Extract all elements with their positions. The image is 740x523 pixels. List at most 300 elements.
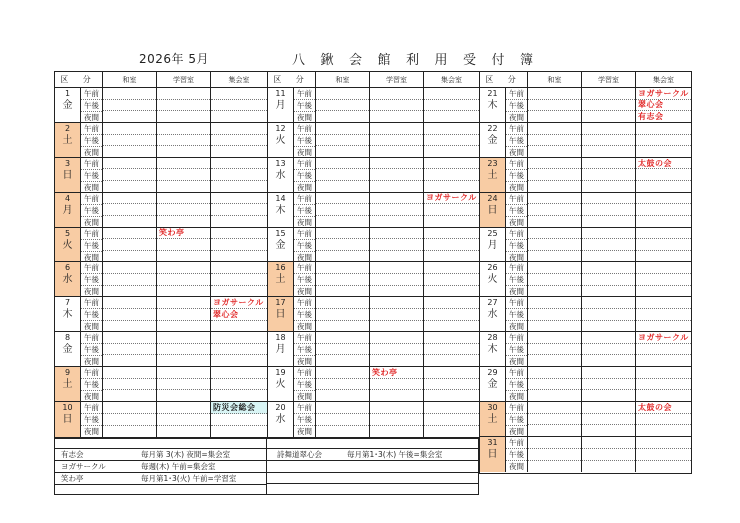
booking-cell[interactable]: [370, 111, 423, 122]
booking-cell[interactable]: [370, 390, 423, 401]
booking-cell[interactable]: [528, 286, 581, 297]
booking-cell[interactable]: [370, 216, 423, 227]
booking-cell[interactable]: [157, 100, 210, 112]
booking-cell[interactable]: [636, 146, 691, 157]
booking-cell[interactable]: [582, 262, 635, 274]
booking-cell[interactable]: [528, 111, 581, 122]
booking-cell[interactable]: [211, 228, 267, 240]
booking-cell[interactable]: [316, 426, 369, 437]
booking-cell[interactable]: [316, 181, 369, 192]
booking-cell[interactable]: [528, 437, 581, 449]
booking-cell[interactable]: [582, 239, 635, 251]
booking-cell[interactable]: [103, 390, 156, 401]
booking-cell[interactable]: 翠心会: [211, 309, 267, 321]
booking-cell[interactable]: [424, 88, 479, 100]
booking-cell[interactable]: [103, 262, 156, 274]
booking-cell[interactable]: [370, 286, 423, 297]
booking-cell[interactable]: [424, 146, 479, 157]
booking-cell[interactable]: [528, 355, 581, 366]
booking-cell[interactable]: [636, 449, 691, 461]
room-gakushushitsu: [370, 332, 424, 366]
booking-cell[interactable]: [370, 344, 423, 356]
booking-cell[interactable]: [528, 390, 581, 401]
booking-cell[interactable]: [582, 204, 635, 216]
booking-cell[interactable]: 笑わ亭: [157, 228, 210, 240]
booking-cell[interactable]: [582, 251, 635, 262]
booking-cell[interactable]: [370, 274, 423, 286]
booking-cell[interactable]: [211, 100, 267, 112]
booking-cell[interactable]: 笑わ亭: [370, 367, 423, 379]
booking-cell[interactable]: [157, 169, 210, 181]
booking-cell[interactable]: [636, 274, 691, 286]
booking-cell[interactable]: [211, 158, 267, 170]
booking-cell[interactable]: [424, 321, 479, 332]
booking-cell[interactable]: [103, 426, 156, 437]
booking-cell[interactable]: [103, 135, 156, 147]
booking-cell[interactable]: [424, 344, 479, 356]
booking-cell[interactable]: [636, 297, 691, 309]
booking-cell[interactable]: [157, 355, 210, 366]
booking-cell[interactable]: [370, 146, 423, 157]
booking-cell[interactable]: [582, 402, 635, 414]
booking-cell[interactable]: [582, 274, 635, 286]
slot-label: 午後: [81, 205, 102, 217]
booking-cell[interactable]: [636, 379, 691, 391]
booking-cell[interactable]: [424, 123, 479, 135]
booking-cell[interactable]: [424, 169, 479, 181]
booking-cell[interactable]: [157, 309, 210, 321]
booking-cell[interactable]: [636, 344, 691, 356]
booking-cell[interactable]: [424, 332, 479, 344]
booking-cell[interactable]: [370, 204, 423, 216]
booking-cell[interactable]: [636, 286, 691, 297]
booking-cell[interactable]: [103, 309, 156, 321]
booking-cell[interactable]: [528, 181, 581, 192]
booking-cell[interactable]: [157, 216, 210, 227]
booking-cell[interactable]: [211, 286, 267, 297]
booking-cell[interactable]: [103, 239, 156, 251]
booking-cell[interactable]: [316, 262, 369, 274]
booking-cell[interactable]: [157, 193, 210, 205]
booking-cell[interactable]: [316, 309, 369, 321]
booking-cell[interactable]: [316, 204, 369, 216]
booking-cell[interactable]: [157, 239, 210, 251]
booking-cell[interactable]: [157, 344, 210, 356]
booking-cell[interactable]: [528, 216, 581, 227]
booking-cell[interactable]: [370, 414, 423, 426]
booking-cell[interactable]: [582, 123, 635, 135]
booking-cell[interactable]: [636, 181, 691, 192]
booking-cell[interactable]: [582, 146, 635, 157]
booking-cell[interactable]: [424, 426, 479, 437]
booking-cell[interactable]: [103, 181, 156, 192]
booking-cell[interactable]: [370, 402, 423, 414]
booking-cell[interactable]: [103, 297, 156, 309]
booking-cell[interactable]: [528, 204, 581, 216]
booking-cell[interactable]: [370, 251, 423, 262]
room-gakushushitsu: [157, 297, 211, 331]
booking-cell[interactable]: [316, 111, 369, 122]
weekday: 火: [62, 239, 73, 251]
header-kubun: 区 分: [268, 72, 316, 87]
booking-cell[interactable]: [636, 461, 691, 472]
booking-cell[interactable]: [528, 135, 581, 147]
booking-cell[interactable]: [370, 193, 423, 205]
booking-cell[interactable]: [528, 414, 581, 426]
booking-cell[interactable]: [636, 437, 691, 449]
booking-cell[interactable]: [424, 216, 479, 227]
booking-cell[interactable]: [424, 100, 479, 112]
booking-cell[interactable]: [157, 111, 210, 122]
booking-cell[interactable]: [370, 228, 423, 240]
booking-cell[interactable]: [211, 426, 267, 437]
booking-cell[interactable]: [424, 402, 479, 414]
booking-cell[interactable]: [103, 216, 156, 227]
slot-label: 午前: [81, 402, 102, 414]
booking-cell[interactable]: [528, 274, 581, 286]
booking-cell[interactable]: [316, 216, 369, 227]
booking-cell[interactable]: [582, 437, 635, 449]
booking-cell[interactable]: [316, 367, 369, 379]
booking-cell[interactable]: [528, 239, 581, 251]
booking-cell[interactable]: [528, 228, 581, 240]
booking-cell[interactable]: [103, 146, 156, 157]
booking-cell[interactable]: [582, 158, 635, 170]
booking-cell[interactable]: [636, 321, 691, 332]
booking-cell[interactable]: [424, 274, 479, 286]
booking-cell[interactable]: [636, 425, 691, 436]
booking-cell[interactable]: [103, 402, 156, 414]
booking-cell[interactable]: [370, 181, 423, 192]
booking-cell[interactable]: [528, 88, 581, 100]
date-cell: [480, 332, 506, 366]
booking-cell[interactable]: [636, 367, 691, 379]
booking-cell[interactable]: [370, 355, 423, 366]
booking-cell[interactable]: [528, 123, 581, 135]
booking-cell[interactable]: [316, 321, 369, 332]
booking-cell[interactable]: [528, 100, 581, 112]
booking-cell[interactable]: [636, 262, 691, 274]
booking-cell[interactable]: [370, 100, 423, 112]
booking-cell[interactable]: [582, 216, 635, 227]
booking-cell[interactable]: [370, 309, 423, 321]
booking-cell[interactable]: [157, 146, 210, 157]
booking-cell[interactable]: [528, 146, 581, 157]
booking-cell[interactable]: [157, 414, 210, 426]
booking-cell[interactable]: [316, 274, 369, 286]
booking-cell[interactable]: ヨガサークル: [636, 332, 691, 344]
booking-cell[interactable]: [636, 123, 691, 135]
booking-cell[interactable]: [424, 204, 479, 216]
booking-cell[interactable]: [528, 297, 581, 309]
booking-cell[interactable]: [424, 111, 479, 122]
booking-cell[interactable]: [211, 146, 267, 157]
booking-cell[interactable]: [211, 414, 267, 426]
booking-cell[interactable]: [316, 297, 369, 309]
booking-cell[interactable]: [211, 332, 267, 344]
booking-cell[interactable]: [370, 88, 423, 100]
booking-cell[interactable]: [316, 88, 369, 100]
booking-cell[interactable]: [582, 297, 635, 309]
booking-cell[interactable]: [582, 461, 635, 472]
booking-cell[interactable]: [316, 239, 369, 251]
booking-cell[interactable]: [582, 169, 635, 181]
booking-cell[interactable]: [211, 239, 267, 251]
booking-cell[interactable]: [157, 158, 210, 170]
booking-cell[interactable]: [211, 379, 267, 391]
booking-cell[interactable]: 太鼓の会: [636, 402, 691, 414]
booking-cell[interactable]: [103, 193, 156, 205]
booking-cell[interactable]: [157, 426, 210, 437]
booking-cell[interactable]: [316, 332, 369, 344]
booking-cell[interactable]: [582, 111, 635, 122]
booking-cell[interactable]: [528, 449, 581, 461]
booking-cell[interactable]: [211, 321, 267, 332]
booking-cell[interactable]: [316, 286, 369, 297]
time-slots: [294, 262, 316, 296]
booking-cell[interactable]: [211, 251, 267, 262]
booking-cell[interactable]: [211, 390, 267, 401]
booking-cell[interactable]: [157, 367, 210, 379]
booking-cell[interactable]: [424, 390, 479, 401]
booking-cell[interactable]: [103, 414, 156, 426]
booking-cell[interactable]: [528, 402, 581, 414]
header-gakushushitsu: 学習室: [370, 72, 424, 87]
booking-cell[interactable]: [582, 344, 635, 356]
booking-cell[interactable]: [103, 204, 156, 216]
booking-cell[interactable]: [316, 228, 369, 240]
booking-cell[interactable]: [636, 169, 691, 181]
booking-cell[interactable]: [424, 181, 479, 192]
booking-cell[interactable]: [528, 367, 581, 379]
booking-cell[interactable]: [211, 88, 267, 100]
booking-cell[interactable]: [157, 274, 210, 286]
booking-cell[interactable]: [582, 367, 635, 379]
booking-cell[interactable]: [103, 88, 156, 100]
booking-cell[interactable]: [582, 100, 635, 112]
slot-label: 午後: [294, 240, 315, 252]
booking-cell[interactable]: [424, 414, 479, 426]
booking-cell[interactable]: [582, 309, 635, 321]
booking-cell[interactable]: [424, 367, 479, 379]
booking-cell[interactable]: [211, 355, 267, 366]
booking-cell[interactable]: 翠心会: [636, 100, 691, 112]
booking-cell[interactable]: [103, 251, 156, 262]
booking-cell[interactable]: [211, 216, 267, 227]
booking-cell[interactable]: [370, 158, 423, 170]
booking-cell[interactable]: [103, 274, 156, 286]
day-row: [55, 123, 267, 158]
booking-cell[interactable]: [370, 332, 423, 344]
room-washitsu: [528, 402, 582, 436]
booking-cell[interactable]: [636, 216, 691, 227]
booking-cell[interactable]: [528, 379, 581, 391]
booking-cell[interactable]: [157, 321, 210, 332]
booking-cell[interactable]: [636, 414, 691, 426]
booking-cell[interactable]: [316, 123, 369, 135]
notes-left-column: [55, 438, 267, 494]
booking-cell[interactable]: [582, 332, 635, 344]
booking-cell[interactable]: [157, 390, 210, 401]
booking-cell[interactable]: [636, 239, 691, 251]
booking-cell[interactable]: [211, 123, 267, 135]
booking-cell[interactable]: [528, 332, 581, 344]
booking-cell[interactable]: ヨガサークル: [424, 193, 479, 205]
booking-cell[interactable]: [211, 181, 267, 192]
booking-cell[interactable]: [582, 135, 635, 147]
booking-cell[interactable]: 有志会: [638, 112, 664, 122]
booking-cell[interactable]: [103, 100, 156, 112]
booking-cell[interactable]: [424, 286, 479, 297]
booking-cell[interactable]: [157, 402, 210, 414]
time-slots: [81, 367, 103, 401]
booking-cell[interactable]: [370, 239, 423, 251]
booking-cell[interactable]: [103, 367, 156, 379]
booking-cell[interactable]: [528, 425, 581, 436]
booking-cell[interactable]: [582, 355, 635, 366]
booking-cell[interactable]: [316, 379, 369, 391]
booking-cell[interactable]: [103, 111, 156, 122]
booking-cell[interactable]: [636, 309, 691, 321]
booking-cell[interactable]: [582, 414, 635, 426]
booking-cell[interactable]: [316, 355, 369, 366]
booking-cell[interactable]: [316, 390, 369, 401]
room-washitsu: [528, 123, 582, 157]
booking-cell[interactable]: [316, 135, 369, 147]
booking-cell[interactable]: [370, 297, 423, 309]
booking-cell[interactable]: [103, 379, 156, 391]
booking-cell[interactable]: [424, 262, 479, 274]
booking-cell[interactable]: [316, 169, 369, 181]
booking-cell[interactable]: 防災会総会: [211, 402, 267, 414]
booking-cell[interactable]: [157, 123, 210, 135]
booking-cell[interactable]: [103, 321, 156, 332]
booking-cell[interactable]: [316, 100, 369, 112]
booking-cell[interactable]: [211, 367, 267, 379]
booking-cell[interactable]: [528, 309, 581, 321]
booking-cell[interactable]: [636, 251, 691, 262]
booking-cell[interactable]: [370, 321, 423, 332]
booking-cell[interactable]: [103, 123, 156, 135]
booking-cell[interactable]: [370, 169, 423, 181]
booking-cell[interactable]: [316, 146, 369, 157]
room-gakushushitsu: [582, 297, 636, 331]
booking-cell[interactable]: [424, 355, 479, 366]
booking-cell[interactable]: [157, 251, 210, 262]
slot-label: 午前: [81, 367, 102, 379]
booking-cell[interactable]: [636, 355, 691, 366]
booking-cell[interactable]: [582, 449, 635, 461]
booking-cell[interactable]: [103, 228, 156, 240]
booking-cell[interactable]: [211, 135, 267, 147]
booking-cell[interactable]: [582, 390, 635, 401]
booking-cell[interactable]: ヨガサークル: [211, 297, 267, 309]
booking-cell[interactable]: [424, 158, 479, 170]
booking-cell[interactable]: [582, 425, 635, 436]
booking-cell[interactable]: [211, 111, 267, 122]
booking-cell[interactable]: [370, 379, 423, 391]
booking-cell[interactable]: [103, 355, 156, 366]
booking-cell[interactable]: [157, 286, 210, 297]
booking-cell[interactable]: [424, 297, 479, 309]
booking-cell[interactable]: [582, 193, 635, 205]
slot-label: 午前: [81, 193, 102, 205]
booking-cell[interactable]: [582, 286, 635, 297]
booking-cell[interactable]: [211, 204, 267, 216]
booking-cell[interactable]: [528, 262, 581, 274]
booking-cell[interactable]: [528, 158, 581, 170]
booking-cell[interactable]: [157, 262, 210, 274]
booking-cell[interactable]: [157, 135, 210, 147]
booking-cell[interactable]: [582, 228, 635, 240]
booking-cell[interactable]: [316, 193, 369, 205]
booking-cell[interactable]: [424, 239, 479, 251]
booking-cell[interactable]: [636, 390, 691, 401]
note-schedule-rule: 毎月第1･3(火) 午前=学習室: [141, 473, 237, 483]
booking-cell[interactable]: [103, 158, 156, 170]
booking-cell[interactable]: [528, 344, 581, 356]
booking-cell[interactable]: [528, 251, 581, 262]
booking-cell[interactable]: [424, 251, 479, 262]
booking-cell[interactable]: [636, 228, 691, 240]
notes-right-column: [267, 438, 478, 494]
booking-cell[interactable]: [636, 193, 691, 205]
booking-cell[interactable]: [636, 204, 691, 216]
booking-cell[interactable]: [528, 461, 581, 472]
booking-cell[interactable]: [424, 228, 479, 240]
booking-cell[interactable]: [424, 379, 479, 391]
booking-cell[interactable]: [582, 321, 635, 332]
booking-cell[interactable]: [636, 135, 691, 147]
booking-cell[interactable]: [157, 88, 210, 100]
booking-cell[interactable]: [316, 344, 369, 356]
booking-cell[interactable]: [211, 344, 267, 356]
booking-cell[interactable]: [528, 193, 581, 205]
booking-cell[interactable]: [157, 297, 210, 309]
booking-cell[interactable]: [528, 169, 581, 181]
booking-cell[interactable]: [370, 123, 423, 135]
booking-cell[interactable]: [211, 274, 267, 286]
date-number: 9: [64, 368, 71, 378]
booking-cell[interactable]: [582, 181, 635, 192]
booking-cell[interactable]: [103, 344, 156, 356]
booking-cell[interactable]: [424, 309, 479, 321]
booking-cell[interactable]: [424, 135, 479, 147]
booking-cell[interactable]: [103, 332, 156, 344]
booking-cell[interactable]: [157, 379, 210, 391]
booking-cell[interactable]: [103, 286, 156, 297]
booking-cell[interactable]: [528, 321, 581, 332]
booking-cell[interactable]: [157, 204, 210, 216]
booking-cell[interactable]: [316, 402, 369, 414]
booking-cell[interactable]: [316, 251, 369, 262]
booking-cell[interactable]: [582, 379, 635, 391]
booking-cell[interactable]: [157, 181, 210, 192]
booking-cell[interactable]: [211, 262, 267, 274]
booking-cell[interactable]: [370, 426, 423, 437]
booking-cell[interactable]: 太鼓の会: [636, 158, 691, 170]
booking-cell[interactable]: [157, 332, 210, 344]
booking-cell[interactable]: [103, 169, 156, 181]
booking-cell[interactable]: [211, 193, 267, 205]
booking-cell[interactable]: [370, 135, 423, 147]
booking-cell[interactable]: [316, 158, 369, 170]
booking-cell[interactable]: [370, 262, 423, 274]
booking-cell[interactable]: [316, 414, 369, 426]
booking-cell[interactable]: [582, 88, 635, 100]
booking-cell[interactable]: [211, 169, 267, 181]
booking-cell[interactable]: ヨガサークル: [636, 88, 691, 100]
